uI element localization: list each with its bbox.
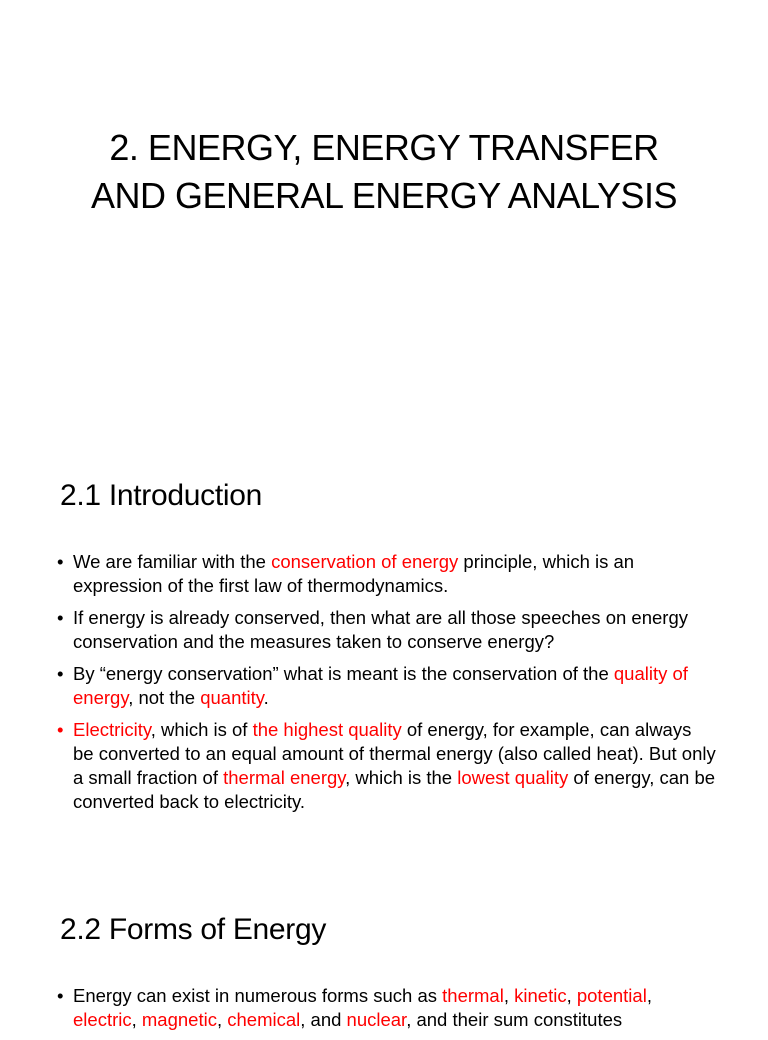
bullet-text: ,: [216, 1009, 228, 1030]
bullet-text: ,: [503, 985, 515, 1006]
bullet-text: ,: [131, 1009, 142, 1030]
bullet-text: If energy is already conserved, then what are all those speeches on energy conservation and the measures taken to conserve energy?: [73, 607, 688, 652]
highlight-term: Electricity: [73, 719, 151, 740]
bullet-text: We are familiar with the: [73, 551, 272, 572]
title-slide: [0, 0, 768, 420]
title-line-1: 2. ENERGY, ENERGY TRANSFER: [109, 127, 659, 168]
forms-of-energy-heading: 2.2 Forms of Energy: [60, 913, 327, 946]
bullet-text: , which is the: [345, 767, 458, 788]
highlight-term: thermal energy: [223, 767, 346, 788]
highlight-term: quantity: [200, 687, 264, 708]
list-item: [56, 984, 716, 1032]
introduction-heading: 2.1 Introduction: [60, 479, 263, 512]
title-line-2: AND GENERAL ENERGY ANALYSIS: [90, 175, 678, 216]
introduction-bullet-list: [56, 550, 716, 822]
bullet-text: ,: [566, 985, 577, 1006]
bullet-text: .: [263, 687, 269, 708]
bullet-text: , not the: [128, 687, 201, 708]
list-item: [56, 550, 716, 598]
bullet-text: ,: [646, 985, 652, 1006]
bullet-text: , which is of: [150, 719, 253, 740]
highlight-term: thermal: [442, 985, 504, 1006]
highlight-term: electric: [73, 1009, 132, 1030]
bullet-text: principle, which is an expression of the first law of thermodynamics.: [73, 551, 635, 596]
bullet-text: By “energy conservation” what is meant is the conservation of the: [73, 663, 614, 684]
list-item: [56, 606, 716, 654]
bullet-text: , and: [300, 1009, 347, 1030]
highlight-term: conservation of energy: [271, 551, 459, 572]
highlight-term: nuclear: [346, 1009, 407, 1030]
highlight-term: lowest quality: [457, 767, 569, 788]
list-item: [56, 718, 716, 814]
highlight-term: quality of energy: [73, 663, 688, 708]
forms-bullet-list: [56, 984, 716, 1040]
bullet-text: of energy, for example, can always be converted to an equal amount of thermal energy (also called heat). But only a small fraction of: [73, 719, 716, 788]
bullet-text: Energy can exist in numerous forms such as: [73, 985, 443, 1006]
bullet-text: , and their sum constitutes: [406, 1009, 623, 1030]
highlight-term: chemical: [227, 1009, 301, 1030]
bullet-text: of energy, can be converted back to electricity.: [73, 767, 716, 812]
highlight-term: the highest quality: [252, 719, 402, 740]
highlight-term: potential: [576, 985, 647, 1006]
document-title: [0, 124, 768, 220]
list-item: [56, 662, 716, 710]
highlight-term: magnetic: [141, 1009, 217, 1030]
highlight-term: kinetic: [514, 985, 567, 1006]
